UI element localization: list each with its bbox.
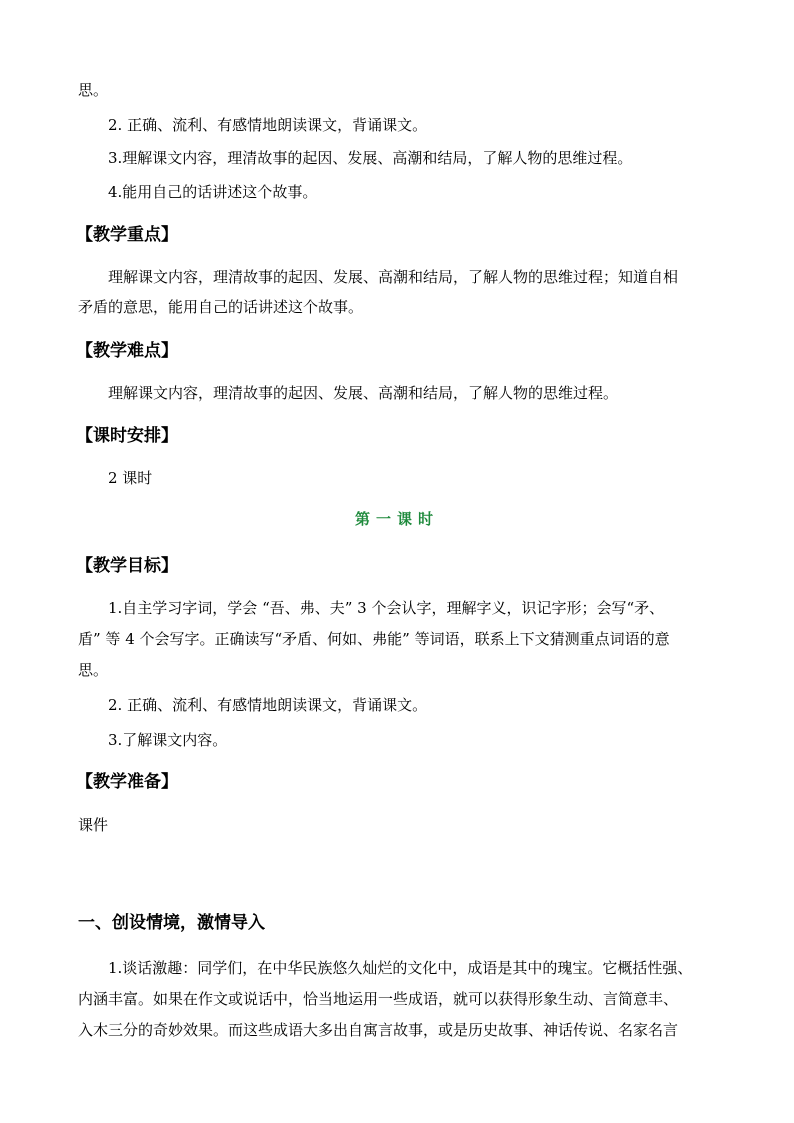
section-1-para-line-2: 内涵丰富。如果在作文或说话中，恰当地运用一些成语，就可以获得形象生动、言简意丰、: [78, 990, 679, 1008]
goals-line-3: 3.了解课文内容。: [108, 731, 228, 749]
goal-4: 4.能用自己的话讲述这个故事。: [108, 183, 318, 201]
prep-heading: 【教学准备】: [76, 772, 178, 792]
section-1-para-line-1: 1.谈话激趣：同学们，在中华民族悠久灿烂的文化中，成语是其中的瑰宝。它概括性强、: [108, 959, 693, 977]
section-1-para-line-3: 入木三分的奇妙效果。而这些成语大多出自寓言故事，或是历史故事、神话传说、名家名言: [78, 1021, 679, 1039]
prep-value: 课件: [78, 816, 109, 834]
goals-line-1a: 1.自主学习字词，学会 “吾、弗、夫” 3 个会认字，理解字义，识记字形；会写“矛、: [108, 599, 665, 617]
section-1-heading: 一、创设情境，激情导入: [78, 913, 265, 933]
difficulty-heading: 【教学难点】: [76, 341, 178, 361]
goal-2: 2. 正确、流利、有感情地朗读课文，背诵课文。: [108, 116, 428, 134]
goals-line-2: 2. 正确、流利、有感情地朗读课文，背诵课文。: [108, 696, 428, 714]
goals-line-1c: 思。: [78, 661, 109, 679]
goals-line-1b: 盾” 等 4 个会写字。正确读写“矛盾、何如、弗能” 等词语，联系上下文猜测重点词语的意: [78, 630, 670, 648]
focus-line-1: 理解课文内容，理清故事的起因、发展、高潮和结局，了解人物的思维过程；知道自相: [108, 268, 679, 286]
schedule-value: 2 课时: [108, 469, 153, 487]
difficulty-line-1: 理解课文内容，理清故事的起因、发展、高潮和结局，了解人物的思维过程。: [108, 384, 619, 402]
lesson-title: 第一课时: [354, 510, 439, 528]
goal-3: 3.理解课文内容，理清故事的起因、发展、高潮和结局，了解人物的思维过程。: [108, 149, 633, 167]
schedule-heading: 【课时安排】: [76, 426, 178, 446]
focus-line-2: 矛盾的意思，能用自己的话讲述这个故事。: [78, 298, 364, 316]
focus-heading: 【教学重点】: [76, 225, 178, 245]
goal-1-tail: 思。: [78, 81, 109, 99]
goals-heading: 【教学目标】: [76, 556, 178, 576]
